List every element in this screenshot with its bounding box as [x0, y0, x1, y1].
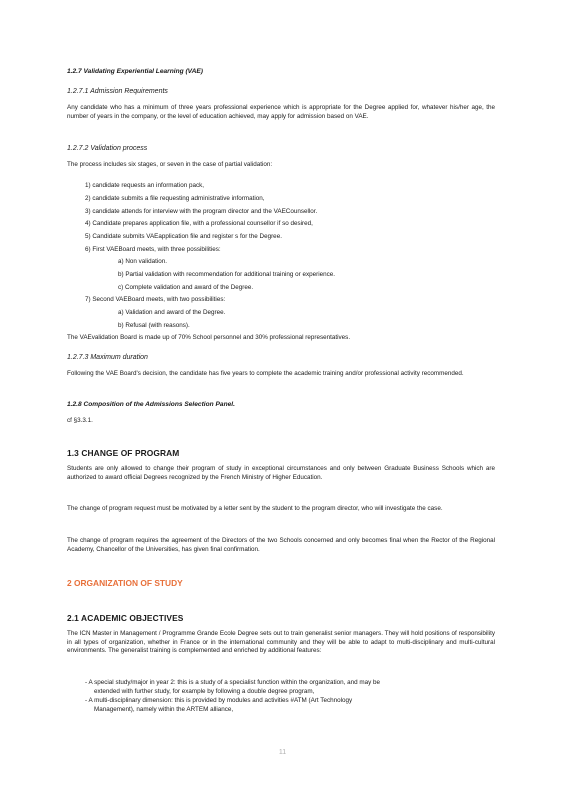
list-subitem: a) Non validation.: [118, 258, 168, 265]
list-item: 6) First VAEBoard meets, with three possibilities:: [85, 246, 221, 253]
section-heading-1-2-8: 1.2.8 Composition of the Admissions Selection Panel.: [67, 401, 235, 408]
list-item: 7) Second VAEBoard meets, with two possibilities:: [85, 296, 226, 303]
section-heading-2: 2 ORGANIZATION OF STUDY: [67, 578, 183, 588]
paragraph-change-3: The change of program requires the agreement of the Directors of the two Schools concerned and only becomes final when the Rector of the Regional Academy, Chancellor of the Universities, has given final confirmation.: [67, 537, 495, 553]
list-subitem: a) Validation and award of the Degree.: [118, 309, 226, 316]
list-item: 4) Candidate prepares application file, with a professional counsellor if so desired,: [85, 220, 313, 227]
section-heading-1-3: 1.3 CHANGE OF PROGRAM: [67, 448, 180, 458]
section-heading-2-1: 2.1 ACADEMIC OBJECTIVES: [67, 613, 184, 623]
paragraph-vae-board: The VAEvalidation Board is made up of 70% School personnel and 30% professional representatives.: [67, 334, 351, 341]
paragraph-change-1: Students are only allowed to change their program of study in exceptional circumstances and only between Graduate Business Schools which are authorized to award official Degrees recognized by the French Ministry of Higher Education.: [67, 465, 495, 481]
list-item: 5) Candidate submits VAEapplication file and register s for the Degree.: [85, 233, 282, 240]
bullet-item-continuation: Management), namely within the ARTEM alliance,: [94, 706, 234, 713]
section-heading-1-2-7: 1.2.7 Validating Experiential Learning (VAE): [67, 68, 203, 75]
subheading-maximum-duration: 1.2.7.3 Maximum duration: [67, 354, 148, 361]
paragraph-process-intro: The process includes six stages, or seven in the case of partial validation:: [67, 161, 273, 168]
subheading-validation: 1.2.7.2 Validation process: [67, 145, 148, 152]
paragraph-duration: Following the VAE Board's decision, the candidate has five years to complete the academic training and/or professional activity recommended.: [67, 370, 464, 377]
page-number: 11: [278, 749, 287, 756]
paragraph-cf: cf §3.3.1.: [67, 417, 93, 424]
list-subitem: b) Partial validation with recommendation for additional training or experience.: [118, 271, 336, 278]
bullet-item: - A special study/major in year 2: this is a study of a specialist function within the organization, and may be: [85, 679, 381, 686]
list-item: 2) candidate submits a file requesting administrative information,: [85, 195, 265, 202]
list-subitem: c) Complete validation and award of the Degree.: [118, 284, 254, 291]
bullet-item: - A multi-disciplinary dimension: this is provided by modules and activities #ATM (Art Technology: [85, 697, 353, 704]
subheading-admission: 1.2.7.1 Admission Requirements: [67, 88, 168, 95]
list-subitem: b) Refusal (with reasons).: [118, 322, 190, 329]
paragraph-admission: Any candidate who has a minimum of three years professional experience which is appropriate for the Degree applied for, whatever his/her age, the number of years in the company, or the level of education achieved, may apply for admission based on VAE.: [67, 104, 495, 120]
list-item: 1) candidate requests an information pack,: [85, 182, 205, 189]
paragraph-change-2: The change of program request must be motivated by a letter sent by the student to the program director, who will investigate the case.: [67, 505, 443, 512]
list-item: 3) candidate attends for interview with the program director and the VAECounsellor.: [85, 208, 318, 215]
paragraph-objectives: The ICN Master in Management / Programme Grande Ecole Degree sets out to train generalist senior managers. They will hold positions of responsibility in all types of organization, whether in France or in the international community and they will be able to adapt to multi-disciplinary and multi-cultural environments. The generalist training is complemented and enriched by additional features:: [67, 630, 495, 655]
bullet-item-continuation: extended with further study, for example by following a double degree program,: [94, 688, 315, 695]
